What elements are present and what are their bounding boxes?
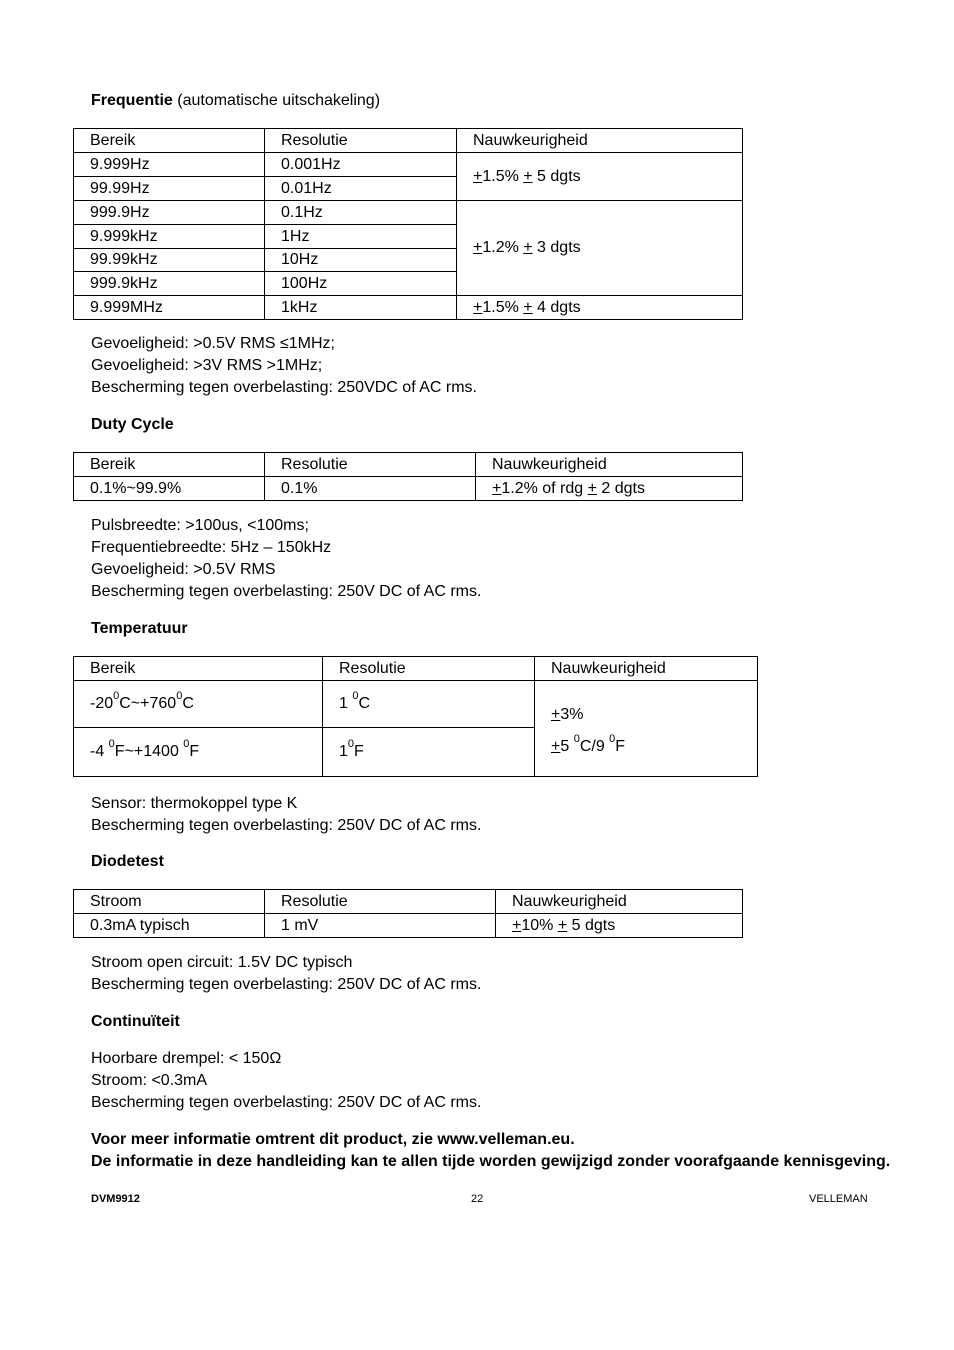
diode-table	[73, 889, 743, 938]
pm-sign: +	[587, 479, 597, 497]
table-cell: 99.99Hz	[74, 177, 265, 201]
header-nauwkeurigheid: Nauwkeurigheid	[496, 890, 743, 914]
temperature-notes	[91, 793, 481, 837]
accuracy-cell	[457, 153, 743, 201]
acc-value: 10%	[521, 916, 558, 934]
note-line: Pulsbreedte: >100us, <100ms;	[91, 517, 309, 534]
note-line: Frequentiebreedte: 5Hz – 150kHz	[91, 539, 332, 556]
header-bereik: Bereik	[74, 453, 265, 477]
pm-sign: +	[523, 298, 533, 316]
acc-value: 3 dgts	[532, 239, 581, 256]
acc-value: 4 dgts	[532, 298, 581, 316]
title-text: Frequentie	[91, 92, 173, 109]
diode-notes	[91, 952, 481, 996]
table-cell: 99.99kHz	[74, 249, 265, 272]
table-cell: 0.1Hz	[265, 201, 457, 225]
acc-value: 1.5%	[482, 167, 524, 185]
note-line: Stroom open circuit: 1.5V DC typisch	[91, 954, 353, 971]
frequency-table	[73, 128, 743, 320]
accuracy-cell	[457, 201, 743, 296]
table-cell: 1kHz	[265, 296, 457, 320]
section-title-duty-cycle: Duty Cycle	[91, 416, 174, 433]
pm-sign: +	[523, 167, 533, 185]
pm-sign: +	[557, 916, 568, 934]
footer-page-number: 22	[471, 1193, 484, 1205]
table-cell: 9.999MHz	[74, 296, 265, 320]
range-celsius: $-20^0C\sim+760^0C$	[74, 681, 323, 728]
header-stroom: Stroom	[74, 890, 265, 914]
table-cell: 1Hz	[265, 225, 457, 249]
note-line: Bescherming tegen overbelasting: 250VDC of AC rms.	[91, 379, 477, 396]
table-cell: 10Hz	[265, 249, 457, 272]
acc-value: 5 dgts	[567, 916, 616, 934]
resolution-celsius: 1 $^0$C	[323, 681, 535, 728]
table-cell: 100Hz	[265, 272, 457, 296]
note-line: Gevoeligheid: >3V RMS >1MHz;	[91, 357, 323, 374]
pm-sign: +	[473, 167, 483, 185]
accuracy-cell: +3% +5 $^0$C/9 $^0$F	[535, 681, 758, 777]
note-line: Sensor: thermokoppel type K	[91, 795, 298, 812]
accuracy-cell	[496, 914, 743, 938]
header-resolutie: Resolutie	[265, 129, 457, 153]
accuracy-cell	[457, 296, 743, 320]
acc-value: 1.2% of rdg	[501, 479, 588, 497]
acc-value: 2 dgts	[596, 479, 645, 497]
section-title-continuiteit: Continuïteit	[91, 1013, 180, 1030]
note-line: Bescherming tegen overbelasting: 250V DC of AC rms.	[91, 1094, 482, 1111]
section-title-temperatuur: Temperatuur	[91, 620, 188, 637]
pm-sign: +	[523, 239, 533, 256]
table-cell: 0.01Hz	[265, 177, 457, 201]
table-cell: 0.1%	[265, 477, 476, 501]
info-line: De informatie in deze handleiding kan te allen tijde worden gewijzigd zonder voorafgaande kennisgeving.	[91, 1153, 891, 1170]
table-cell: 0.3mA typisch	[74, 914, 265, 938]
range-fahrenheit: -4 $^0$F~+1400 $^0$F	[74, 728, 323, 777]
pm-sign: +	[473, 239, 483, 256]
note-line: Stroom: <0.3mA	[91, 1072, 208, 1089]
footer-model: DVM9912	[91, 1193, 140, 1205]
table-cell: 1 mV	[265, 914, 496, 938]
note-line: Bescherming tegen overbelasting: 250V DC of AC rms.	[91, 583, 482, 600]
table-cell: 9.999Hz	[74, 153, 265, 177]
pm-sign: +	[512, 916, 522, 934]
table-cell: 9.999kHz	[74, 225, 265, 249]
section-title-frequentie	[91, 90, 380, 112]
duty-cycle-notes	[91, 515, 481, 603]
note-line: Hoorbare drempel: < 150Ω	[91, 1050, 282, 1067]
frequency-notes	[91, 333, 477, 399]
table-cell: 999.9kHz	[74, 272, 265, 296]
header-bereik: Bereik	[74, 657, 323, 681]
pm-sign: +	[492, 479, 502, 497]
resolution-fahrenheit: $1^0F$	[323, 728, 535, 777]
header-nauwkeurigheid: Nauwkeurigheid	[476, 453, 743, 477]
duty-cycle-table	[73, 452, 743, 501]
header-resolutie: Resolutie	[323, 657, 535, 681]
info-block	[91, 1129, 890, 1173]
header-resolutie: Resolutie	[265, 890, 496, 914]
footer-brand: VELLEMAN	[809, 1193, 868, 1205]
continuity-notes	[91, 1048, 481, 1114]
header-nauwkeurigheid: Nauwkeurigheid	[457, 129, 743, 153]
note-line: Bescherming tegen overbelasting: 250V DC of AC rms.	[91, 976, 482, 993]
table-cell: 999.9Hz	[74, 201, 265, 225]
acc-value: 1.5%	[482, 298, 524, 316]
acc-value: 5 dgts	[532, 167, 581, 185]
pm-sign: +	[473, 298, 483, 316]
subtitle-text: (automatische uitschakeling)	[177, 92, 381, 109]
acc-value: 1.2%	[482, 239, 524, 256]
accuracy-cell	[476, 477, 743, 501]
header-bereik: Bereik	[74, 129, 265, 153]
note-line: Bescherming tegen overbelasting: 250V DC of AC rms.	[91, 817, 482, 834]
section-title-diodetest: Diodetest	[91, 853, 164, 870]
header-resolutie: Resolutie	[265, 453, 476, 477]
temperature-table	[73, 656, 758, 777]
header-nauwkeurigheid: Nauwkeurigheid	[535, 657, 758, 681]
table-cell: 0.1%~99.9%	[74, 477, 265, 501]
info-line: Voor meer informatie omtrent dit product, zie www.velleman.eu.	[91, 1131, 575, 1148]
note-line: Gevoeligheid: >0.5V RMS	[91, 561, 276, 578]
note-line: Gevoeligheid: >0.5V RMS ≤1MHz;	[91, 335, 335, 352]
table-cell: 0.001Hz	[265, 153, 457, 177]
